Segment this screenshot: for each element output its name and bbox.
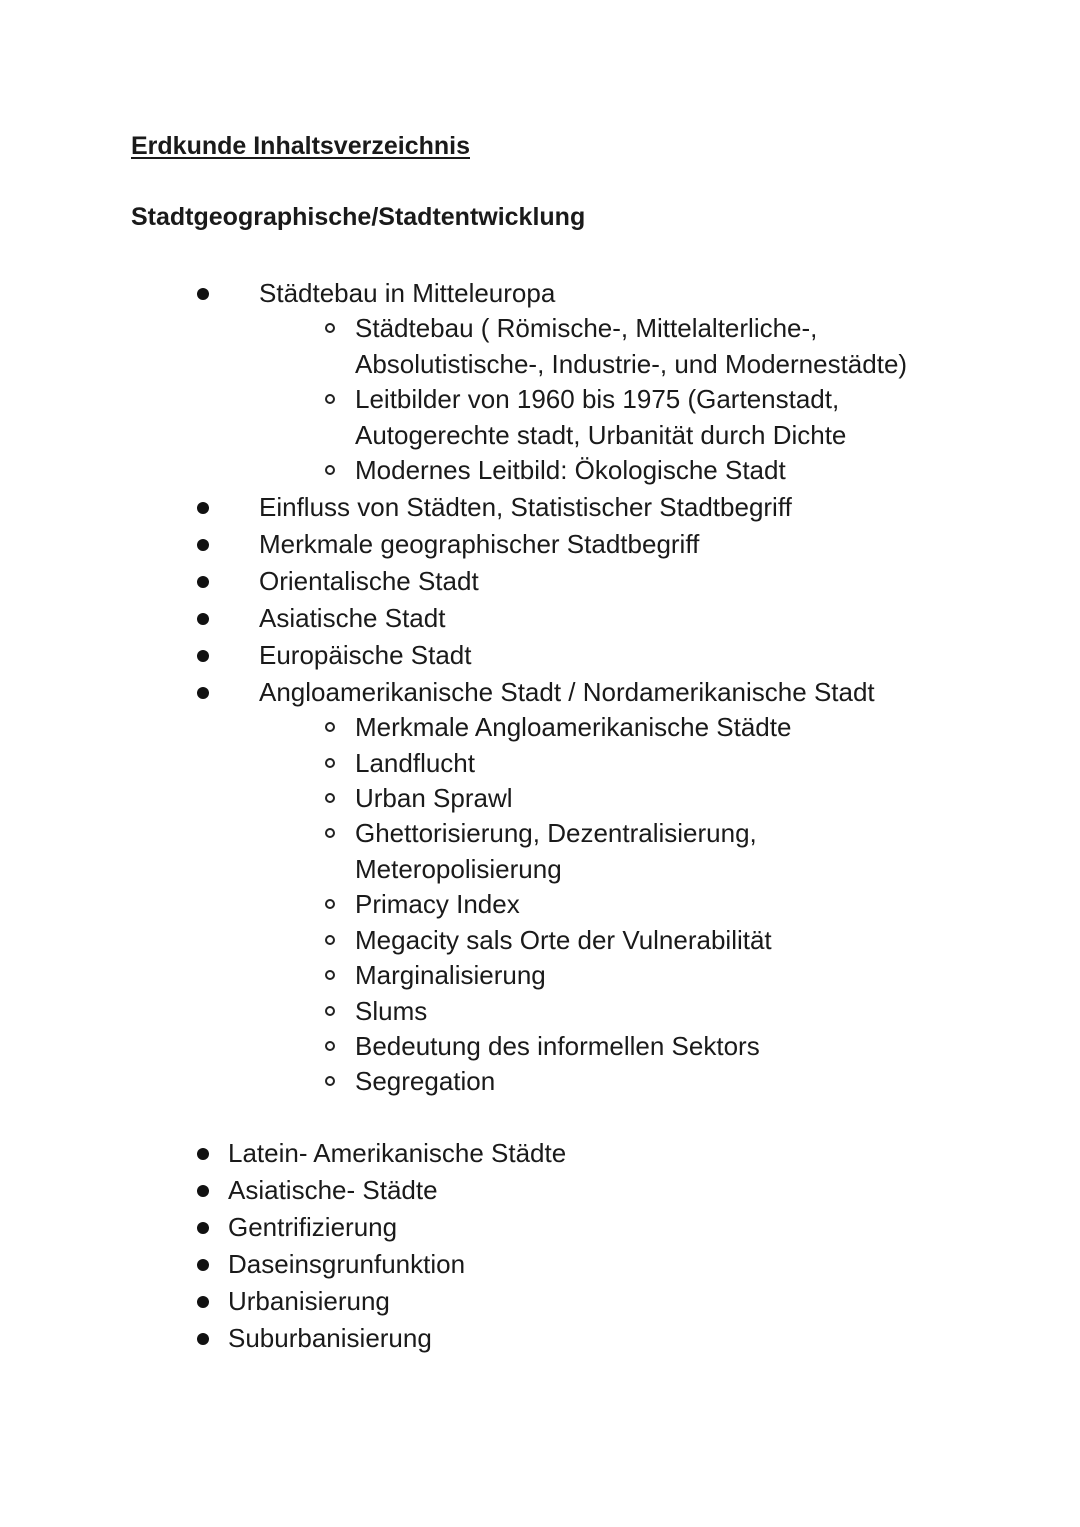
- sub-list-item: Megacity sals Orte der Vulnerabilität: [355, 925, 772, 955]
- list-item: Asiatische Stadt: [259, 603, 446, 633]
- sub-list-item-continuation: Autogerechte stadt, Urbanität durch Dichte: [355, 420, 847, 450]
- circle-bullet-icon: [325, 323, 335, 333]
- circle-bullet-icon: [325, 899, 335, 909]
- sub-list-item: Merkmale Angloamerikanische Städte: [355, 712, 792, 742]
- circle-bullet-icon: [325, 758, 335, 768]
- bullet-icon: [197, 1185, 209, 1197]
- bullet-icon: [197, 613, 209, 625]
- circle-bullet-icon: [325, 1041, 335, 1051]
- document-title: Erdkunde Inhaltsverzeichnis: [131, 132, 470, 160]
- bullet-icon: [197, 1222, 209, 1234]
- list-item: Orientalische Stadt: [259, 566, 479, 596]
- sub-list-item: Urban Sprawl: [355, 783, 513, 813]
- sub-list-item-continuation: Absolutistische-, Industrie-, und Modernestädte): [355, 349, 908, 379]
- circle-bullet-icon: [325, 722, 335, 732]
- bullet-icon: [197, 1296, 209, 1308]
- bullet-icon: [197, 1259, 209, 1271]
- sub-list-item: Segregation: [355, 1066, 496, 1096]
- bullet-icon: [197, 576, 209, 588]
- sub-list-item: Marginalisierung: [355, 960, 546, 990]
- bullet-icon: [197, 539, 209, 551]
- circle-bullet-icon: [325, 465, 335, 475]
- list-item: Angloamerikanische Stadt / Nordamerikanische Stadt: [259, 677, 875, 707]
- list-item: Urbanisierung: [228, 1286, 390, 1316]
- sub-list-item: Leitbilder von 1960 bis 1975 (Gartenstadt,: [355, 384, 840, 414]
- list-item: Latein- Amerikanische Städte: [228, 1138, 567, 1168]
- list-item: Gentrifizierung: [228, 1212, 398, 1242]
- sub-list-item: Landflucht: [355, 748, 475, 778]
- circle-bullet-icon: [325, 935, 335, 945]
- circle-bullet-icon: [325, 970, 335, 980]
- list-item: Suburbanisierung: [228, 1323, 432, 1353]
- list-item: Asiatische- Städte: [228, 1175, 438, 1205]
- sub-list-item: Modernes Leitbild: Ökologische Stadt: [355, 455, 786, 485]
- section-title: Stadtgeographische/Stadtentwicklung: [131, 203, 586, 231]
- circle-bullet-icon: [325, 394, 335, 404]
- bullet-icon: [197, 687, 209, 699]
- bullet-icon: [197, 1148, 209, 1160]
- bullet-icon: [197, 1333, 209, 1345]
- circle-bullet-icon: [325, 793, 335, 803]
- circle-bullet-icon: [325, 828, 335, 838]
- list-item: Städtebau in Mitteleuropa: [259, 278, 556, 308]
- bullet-icon: [197, 650, 209, 662]
- bullet-icon: [197, 288, 209, 300]
- sub-list-item: Primacy Index: [355, 889, 520, 919]
- sub-list-item-continuation: Meteropolisierung: [355, 854, 562, 884]
- list-item: Europäische Stadt: [259, 640, 472, 670]
- sub-list-item: Ghettorisierung, Dezentralisierung,: [355, 818, 757, 848]
- bullet-icon: [197, 502, 209, 514]
- circle-bullet-icon: [325, 1076, 335, 1086]
- list-item: Merkmale geographischer Stadtbegriff: [259, 529, 700, 559]
- list-item: Einfluss von Städten, Statistischer Stadtbegriff: [259, 492, 792, 522]
- sub-list-item: Städtebau ( Römische-, Mittelalterliche-,: [355, 313, 818, 343]
- circle-bullet-icon: [325, 1006, 335, 1016]
- sub-list-item: Bedeutung des informellen Sektors: [355, 1031, 760, 1061]
- sub-list-item: Slums: [355, 996, 428, 1026]
- list-item: Daseinsgrunfunktion: [228, 1249, 466, 1279]
